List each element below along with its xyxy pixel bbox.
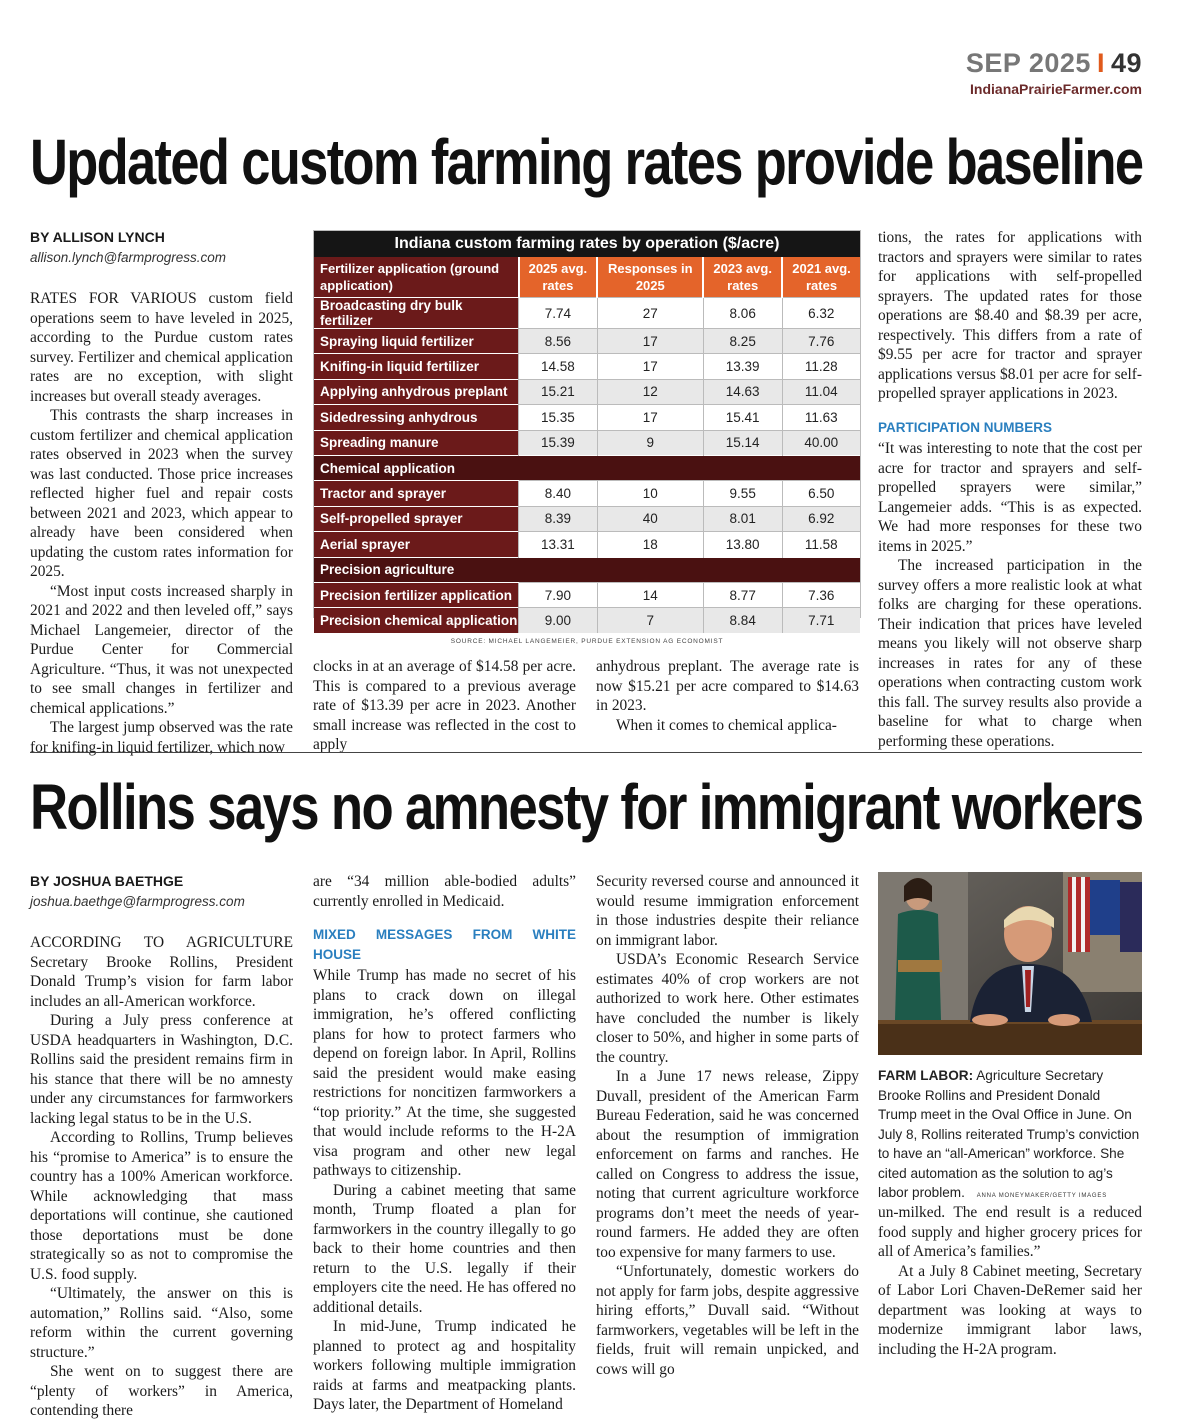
table-section-label: Precision agriculture: [314, 557, 860, 582]
table-source: SOURCE: MICHAEL LANGEMEIER, PURDUE EXTENSION AG ECONOMIST: [450, 637, 724, 645]
custom-rates-table: [313, 230, 861, 645]
article2-paragraph: ACCORDING TO AGRICULTURE Secretary Brooke Rollins, President Donald Trump’s vision for farm labor includes an all-American workforce.: [30, 934, 293, 1010]
table-cell: 13.39: [703, 354, 782, 379]
issue-date: SEP 2025: [965, 48, 1091, 78]
table-cell: 7.76: [782, 329, 860, 354]
article2-paragraph: Security reversed course and announced it would resume immigration enforcement in those industries despite their reliance on immigrant labor.: [596, 873, 859, 949]
article2-paragraph: USDA’s Economic Research Service estimates 40% of crop workers are not authorized to work here. Other estimates have concluded the number is likely closer to 50%, and higher in some parts of the country.: [596, 951, 859, 1066]
article2-paragraph: In mid-June, Trump indicated he planned to protect ag and hospitality workers following multiple immigration raids at farms and meatpacking plants. Days later, the Department of Homeland: [313, 1318, 576, 1413]
article2-column-4: [878, 1203, 1142, 1359]
table-cell: 7: [597, 608, 703, 633]
article2-paragraph: While Trump has made no secret of his plans to crack down on illegal immigration, he’s offered conflicting plans for how to protect farmers who depend on foreign labor. In April, Rollins said the president would make easing restrictions for noncitizen farmworkers a “top priority.” At the time, she suggested that would include reforms to the H-2A visa program and other new legal pathways to citizenship.: [313, 967, 576, 1179]
table-cell: 18: [597, 532, 703, 557]
website-url[interactable]: IndianaPrairieFarmer.com: [970, 81, 1142, 97]
table-row-label: Applying anhydrous preplant: [314, 379, 519, 404]
article2-paragraph: She went on to suggest there are “plenty of workers” in America, contending there: [30, 1363, 293, 1419]
table-cell: 6.50: [782, 481, 860, 506]
page-number: 49: [1110, 48, 1142, 78]
article2-paragraph: are “34 million able-bodied adults” currently enrolled in Medicaid.: [313, 873, 576, 910]
table-cell: 15.41: [703, 405, 782, 430]
table-cell: 7.74: [519, 298, 598, 329]
table-cell: 15.14: [703, 430, 782, 455]
caption-label: FARM LABOR:: [878, 1068, 974, 1083]
table-cell: 15.21: [519, 379, 598, 404]
table-header-row: [314, 257, 860, 298]
table-cell: 8.39: [519, 506, 598, 531]
table-row: [314, 405, 860, 430]
table-cell: 8.25: [703, 329, 782, 354]
table-cell: 9.55: [703, 481, 782, 506]
table-cell: 40.00: [782, 430, 860, 455]
table-title: Indiana custom farming rates by operation ($/acre): [314, 231, 860, 257]
table-row-label: Precision fertilizer application: [314, 582, 519, 607]
table-cell: 8.40: [519, 481, 598, 506]
table-cell: 15.39: [519, 430, 598, 455]
article2-paragraph: During a cabinet meeting that same month, Trump floated a plan for farmworkers in the country illegally to go back to their home countries and then return to the U.S. legally if their employers cite the need. He has offered no additional details.: [313, 1181, 576, 1316]
table-cell: 7.71: [782, 608, 860, 633]
folio-separator: I: [1096, 48, 1105, 78]
article2-paragraph: un-milked. The end result is a reduced food supply and higher grocery prices for all of America’s families.”: [878, 1204, 1142, 1260]
article1-headline: Updated custom farming rates provide baseline: [30, 126, 1143, 198]
article1-paragraph: clocks in at an average of $14.58 per acre. This is compared to a previous average rate of $13.39 per acre in 2023. Another small increase was reflected in the cost to apply: [313, 658, 576, 753]
table-cell: 17: [597, 405, 703, 430]
article2-subhead: MIXED MESSAGES FROM WHITE HOUSE: [313, 927, 576, 962]
table-header-cell: Fertilizer application (ground application): [314, 257, 519, 298]
table-row-label: Spreading manure: [314, 430, 519, 455]
table-row-label: Sidedressing anhydrous: [314, 405, 519, 430]
table-cell: 8.06: [703, 298, 782, 329]
table-row: [314, 329, 860, 354]
table-cell: 14.63: [703, 379, 782, 404]
article2-column-2: [313, 872, 576, 1415]
table-row-label: Spraying liquid fertilizer: [314, 329, 519, 354]
page-folio: [966, 48, 1142, 97]
article1-byline: BY ALLISON LYNCH: [30, 229, 165, 245]
caption-text: Agriculture Secretary Brooke Rollins and President Donald Trump meet in the Oval Office in June. On July 8, Rollins reiterated Trump’s conviction to have an “all-American” workforce. She cited automation as the solution to ag’s labor problem.: [878, 1068, 1140, 1200]
article2-column-3: [596, 872, 859, 1379]
table-row: [314, 532, 860, 557]
article1-column-2: [313, 657, 576, 755]
article1-paragraph: tions, the rates for applications with tractors and sprayers were similar to rates for applications with self-propelled sprayers. The updated rates for those operations are $8.40 and $8.39 per acre, respectively. This differs from a rate of $9.55 per acre for tractor and sprayer applications versus $8.01 per acre for self-propelled sprayer applications in 2023.: [878, 229, 1142, 402]
article1-subhead: PARTICIPATION NUMBERS: [878, 419, 1052, 435]
article1-paragraph: The largest jump observed was the rate for knifing-in liquid fertilizer, which now: [30, 719, 293, 756]
article2-byline: BY JOSHUA BAETHGE: [30, 873, 184, 889]
table-cell: 13.80: [703, 532, 782, 557]
table-row-label: Aerial sprayer: [314, 532, 519, 557]
table-row-label: Tractor and sprayer: [314, 481, 519, 506]
table-cell: 11.63: [782, 405, 860, 430]
table-cell: 13.31: [519, 532, 598, 557]
article1-paragraph: RATES FOR VARIOUS custom field operations seem to have leveled in 2025, according to the Purdue custom rates survey. Fertilizer and chemical application rates are no exception, with slight increases but overall steady averages.: [30, 290, 293, 405]
table-row: [314, 430, 860, 455]
table-cell: 15.35: [519, 405, 598, 430]
table-cell: 8.56: [519, 329, 598, 354]
table-row: [314, 354, 860, 379]
photo-illustration: [878, 872, 1142, 1055]
table-cell: 11.28: [782, 354, 860, 379]
article2-paragraph: During a July press conference at USDA headquarters in Washington, D.C. Rollins said the president remains firm in his stance that there will be no amnesty under any circumstances for farmworkers lacking legal status to be in the U.S.: [30, 1012, 293, 1127]
table-row: [314, 379, 860, 404]
table-cell: 8.01: [703, 506, 782, 531]
oval-office-photo: [878, 872, 1142, 1055]
article2-paragraph: According to Rollins, Trump believes his “promise to America” is to ensure the country has a 100% American workforce. While acknowledging that mass deportations will continue, she cautioned those deportations must be done strategically so as not to compromise the U.S. food supply.: [30, 1129, 293, 1283]
table-row: [314, 298, 860, 329]
article2-email[interactable]: joshua.baethge@farmprogress.com: [30, 893, 245, 909]
table-section-row: [314, 557, 860, 582]
table-row-label: Broadcasting dry bulk fertilizer: [314, 298, 519, 329]
table-body: [314, 298, 860, 633]
table-cell: 27: [597, 298, 703, 329]
table-cell: 11.04: [782, 379, 860, 404]
photo-caption: [878, 1066, 1142, 1207]
table-cell: 10: [597, 481, 703, 506]
article1-email[interactable]: allison.lynch@farmprogress.com: [30, 249, 227, 265]
table-cell: 8.77: [703, 582, 782, 607]
article1-paragraph: When it comes to chemical applica-: [616, 716, 837, 734]
table-header-cell: 2025 avg. rates: [519, 257, 598, 298]
table-cell: 6.32: [782, 298, 860, 329]
table-cell: 6.92: [782, 506, 860, 531]
article2-column-1: [30, 872, 293, 1421]
issue-line: [966, 48, 1142, 79]
section-divider: [30, 752, 1142, 753]
table-cell: 17: [597, 354, 703, 379]
table-row-label: Knifing-in liquid fertilizer: [314, 354, 519, 379]
table-row-label: Precision chemical application: [314, 608, 519, 633]
table-row: [314, 608, 860, 633]
table-header-cell: 2021 avg. rates: [782, 257, 860, 298]
table-row: [314, 481, 860, 506]
article2-paragraph: At a July 8 Cabinet meeting, Secretary of Labor Lori Chaven-DeRemer said her department was looking at ways to modernize immigrant labor laws, including the H-2A program.: [878, 1262, 1142, 1358]
photo-credit: ANNA MONEYMAKER/GETTY IMAGES: [976, 1193, 1107, 1199]
table-cell: 14: [597, 582, 703, 607]
table-row-label: Self-propelled sprayer: [314, 506, 519, 531]
article1-paragraph: “It was interesting to note that the cost per acre for tractor and sprayers and self-propelled sprayers were similar,” Langemeier adds. “This is as expected. We had more responses for these two items in 2025.”: [878, 440, 1142, 555]
table-cell: 11.58: [782, 532, 860, 557]
table-row: [314, 506, 860, 531]
table-cell: 8.84: [703, 608, 782, 633]
article2-headline: Rollins says no amnesty for immigrant workers: [30, 771, 1143, 843]
table-cell: 7.90: [519, 582, 598, 607]
table-cell: 7.36: [782, 582, 860, 607]
article1-paragraph: This contrasts the sharp increases in custom fertilizer and chemical application rates observed in 2023 when the survey was last conducted. Those price increases reflected higher fuel and repair costs between 2021 and 2023, which appear to already have been considered when updating the custom rates information for 2025.: [30, 407, 293, 580]
table-header-cell: Responses in 2025: [597, 257, 703, 298]
article1-paragraph: anhydrous preplant. The average rate is now $15.21 per acre compared to $14.63 in 2023.: [596, 658, 859, 714]
table-cell: 40: [597, 506, 703, 531]
table-cell: 14.58: [519, 354, 598, 379]
article1-paragraph: “Most input costs increased sharply in 2021 and 2022 and then leveled off,” says Michael Langemeier, director of the Purdue Center for Commercial Agriculture. “Thus, it was not unexpected to see small changes in fertilizer and chemical applications.”: [30, 582, 293, 717]
article1-column-3: [596, 657, 859, 735]
article2-paragraph: “Ultimately, the answer on this is automation,” Rollins said. “Also, some reform within the current governing structure.”: [30, 1285, 293, 1361]
table-cell: 9: [597, 430, 703, 455]
table-section-row: [314, 455, 860, 480]
article2-paragraph: In a June 17 news release, Zippy Duvall, president of the American Farm Bureau Federation, said he was concerned about the resumption of immigration enforcement on farms and ranches. He called on Congress to address the issue, noting that current agriculture workforce programs don’t meet the needs of year-round farmers. He added they are often too expensive for many farmers to use.: [596, 1068, 859, 1261]
table-header-cell: 2023 avg. rates: [703, 257, 782, 298]
table-section-label: Chemical application: [314, 455, 860, 480]
table-row: [314, 582, 860, 607]
article1-paragraph: The increased participation in the survey offers a more realistic look at what folks are charging for these operations. Their indication that prices have leveled means you likely will not observe sharp increases in rates for any of these operations when contracting custom work this fall. The survey results also provide a baseline for what to charge when performing these operations.: [878, 557, 1142, 750]
article2-paragraph: “Unfortunately, domestic workers do not apply for farm jobs, despite aggressive hiring efforts,” Duvall said. “Without farmworkers, vegetables will be left in the fields, fruit will remain unpicked, and cows will go: [596, 1263, 859, 1378]
rates-table-grid: [314, 257, 860, 633]
table-cell: 9.00: [519, 608, 598, 633]
table-cell: 12: [597, 379, 703, 404]
article1-column-1: [30, 228, 293, 757]
table-cell: 17: [597, 329, 703, 354]
article1-column-4: [878, 228, 1142, 751]
